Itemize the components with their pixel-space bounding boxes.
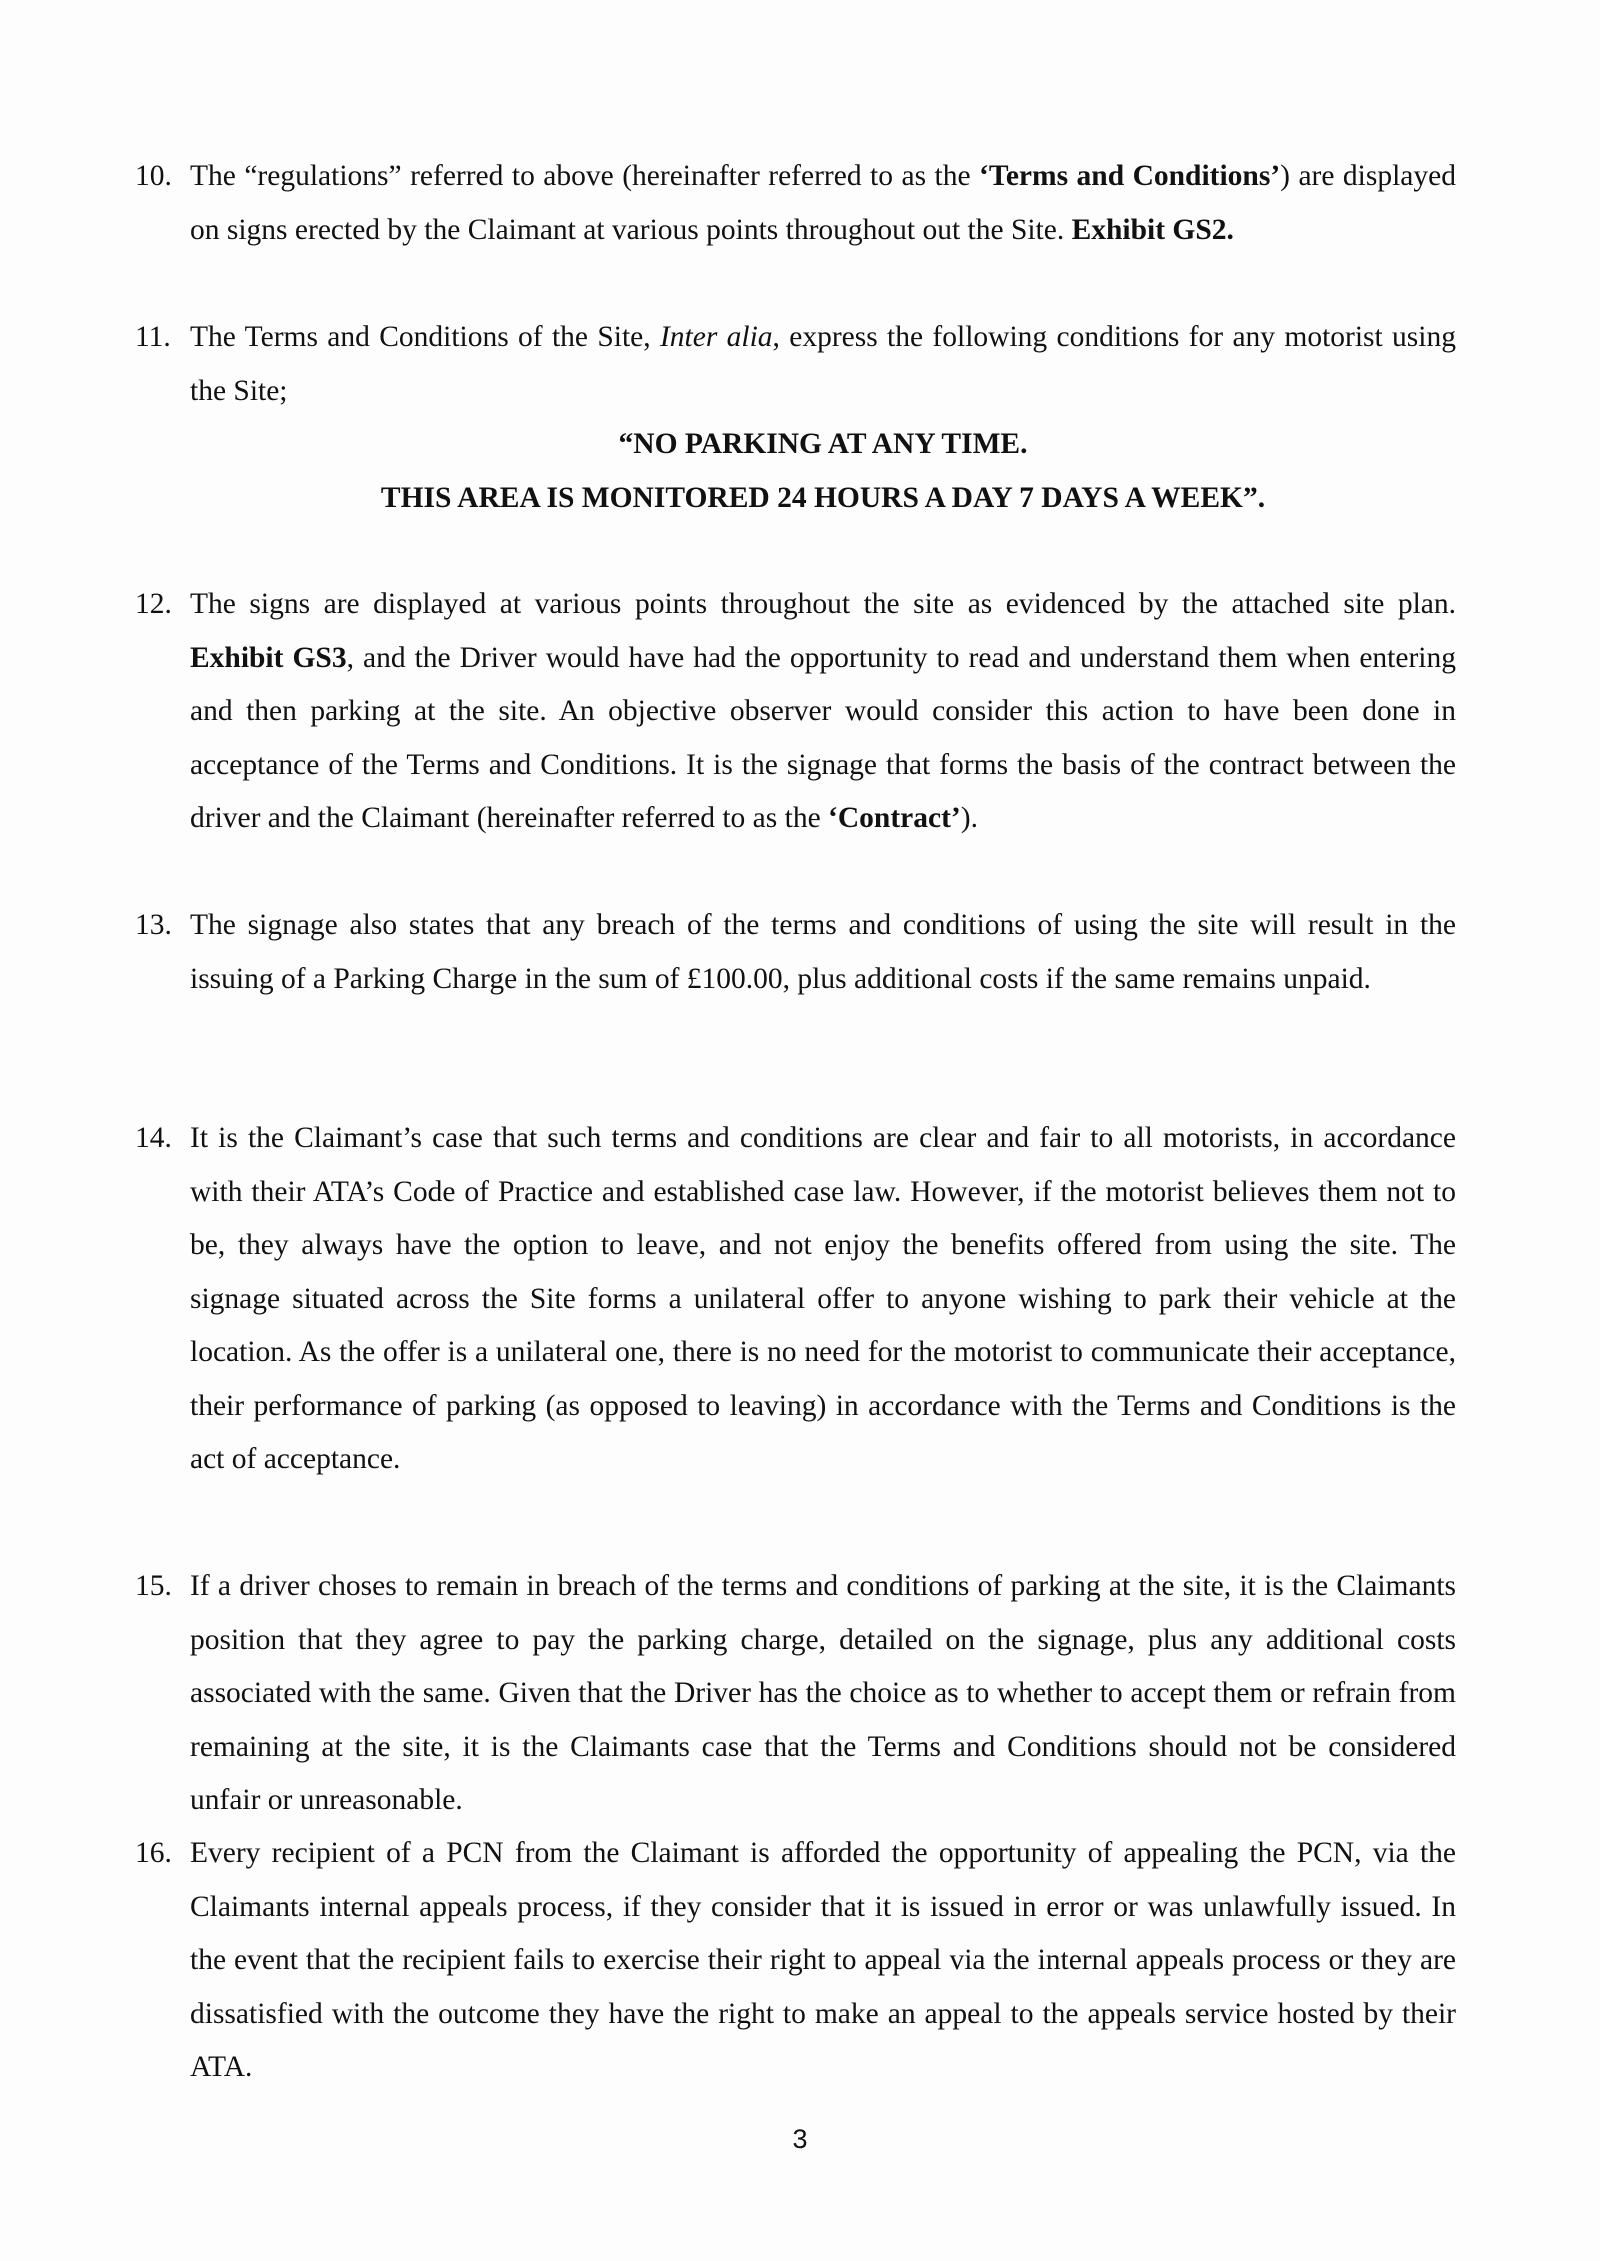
paragraph-number: 11. (135, 321, 171, 353)
sign-quote-line-2: THIS AREA IS MONITORED 24 HOURS A DAY 7 DAYS A WEEK”. (380, 481, 1266, 514)
bold-text-run: ‘Contract’ (828, 802, 961, 834)
sign-quote-line-1: “NO PARKING AT ANY TIME. (618, 428, 1028, 460)
bold-text-run: ‘Terms and Conditions’ (979, 160, 1281, 192)
paragraph-text (190, 899, 1456, 1006)
paragraph-number: 14. (135, 1122, 172, 1154)
text-run: The “regulations” referred to above (hereinafter referred to as the (190, 160, 980, 192)
paragraph-11 (135, 311, 1456, 418)
text-run: It is the Claimant’s case that such terms and conditions are clear and fair to all motorists, in accordance with their ATA’s Code of Practice and established case law. However, if the motorist believes them not to be, they always have the option to leave, and not enjoy the benefits offered from using the site. The signage situated across the Site forms a unilateral offer to anyone wishing to park their vehicle at the location. As the offer is a unilateral one, there is no need for the motorist to communicate their acceptance, their performance of parking (as opposed to leaving) in accordance with the Terms and Conditions is the act of acceptance. (190, 1122, 1456, 1475)
paragraph-number: 13. (135, 909, 172, 941)
paragraph-10 (135, 150, 1456, 257)
paragraph-14 (135, 1112, 1456, 1487)
text-run: The signage also states that any breach of the terms and conditions of using the site will result in the issuing of a Parking Charge in the sum of £100.00, plus additional costs if the same remains unpaid. (190, 909, 1456, 995)
paragraph-13 (135, 899, 1456, 1006)
paragraph-12 (135, 578, 1456, 846)
italic-text-run: Inter alia (659, 321, 773, 353)
paragraph-text (190, 1112, 1456, 1487)
bold-text-run: Exhibit GS2. (1071, 213, 1234, 246)
paragraph-16 (135, 1827, 1456, 2095)
paragraph-15 (135, 1560, 1456, 1828)
text-run: Every recipient of a PCN from the Claimant is afforded the opportunity of appealing the PCN, via the Claimants internal appeals process, if they consider that it is issued in error or was unlawfully issued. In the event that the recipient fails to exercise their right to appeal via the internal appeals process or they are dissatisfied with the outcome they have the right to make an appeal to the appeals service hosted by their ATA. (190, 1837, 1456, 2083)
paragraph-number: 10. (135, 160, 172, 192)
paragraph-text (190, 578, 1456, 846)
paragraph-number: 16. (135, 1837, 172, 1869)
text-run: ). (960, 802, 978, 834)
paragraph-text (190, 311, 1456, 418)
sign-quote (190, 418, 1456, 525)
text-run: , and the Driver would have had the opportunity to read and understand them when entering and then parking at the site. An objective observer would consider this action to have been done in acceptance of the Terms and Conditions. It is the signage that forms the basis of the contract between the driver and the Claimant (hereinafter referred to as the (190, 641, 1456, 834)
paragraph-text (190, 1827, 1456, 2095)
text-run: The signs are displayed at various points throughout the site as evidenced by the attached site plan. (190, 588, 1456, 620)
paragraph-number: 15. (135, 1570, 172, 1602)
paragraph-text (190, 1560, 1456, 1828)
text-run: , express the following conditions for any motorist using the Site; (190, 321, 1456, 407)
text-run: ) are displayed on signs erected by the Claimant at various points throughout out the Site. (190, 160, 1456, 246)
paragraph-text (190, 150, 1456, 257)
text-run: The Terms and Conditions of the Site, (190, 321, 660, 353)
bold-text-run: Exhibit GS3 (190, 641, 347, 674)
paragraph-number: 12. (135, 588, 172, 620)
page-number: 3 (792, 2124, 808, 2154)
text-run: If a driver choses to remain in breach of the terms and conditions of parking at the site, it is the Claimants position that they agree to pay the parking charge, detailed on the signage, plus any additional costs associated with the same. Given that the Driver has the choice as to whether to accept them or refrain from remaining at the site, it is the Claimants case that the Terms and Conditions should not be considered unfair or unreasonable. (190, 1570, 1456, 1816)
